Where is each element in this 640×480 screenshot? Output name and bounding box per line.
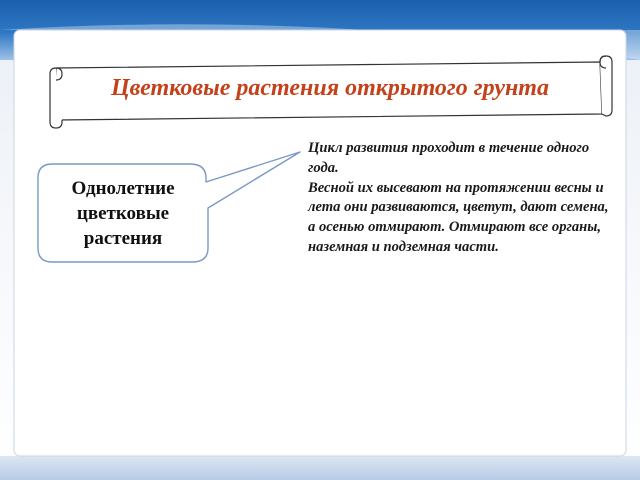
slide-title: Цветковые растения открытого грунта	[111, 74, 549, 101]
description-text	[308, 139, 612, 258]
description-paragraph: Цикл развития проходит в течение одного года.	[308, 140, 590, 176]
description-paragraph: Весной их высевают на протяжении весны и лета они развиваются, цветут, дают семена, а осенью отмирают. Отмирают все органы, наземная и подземная части.	[308, 179, 609, 255]
callout-label: Однолетние цветковые растения	[71, 177, 175, 249]
